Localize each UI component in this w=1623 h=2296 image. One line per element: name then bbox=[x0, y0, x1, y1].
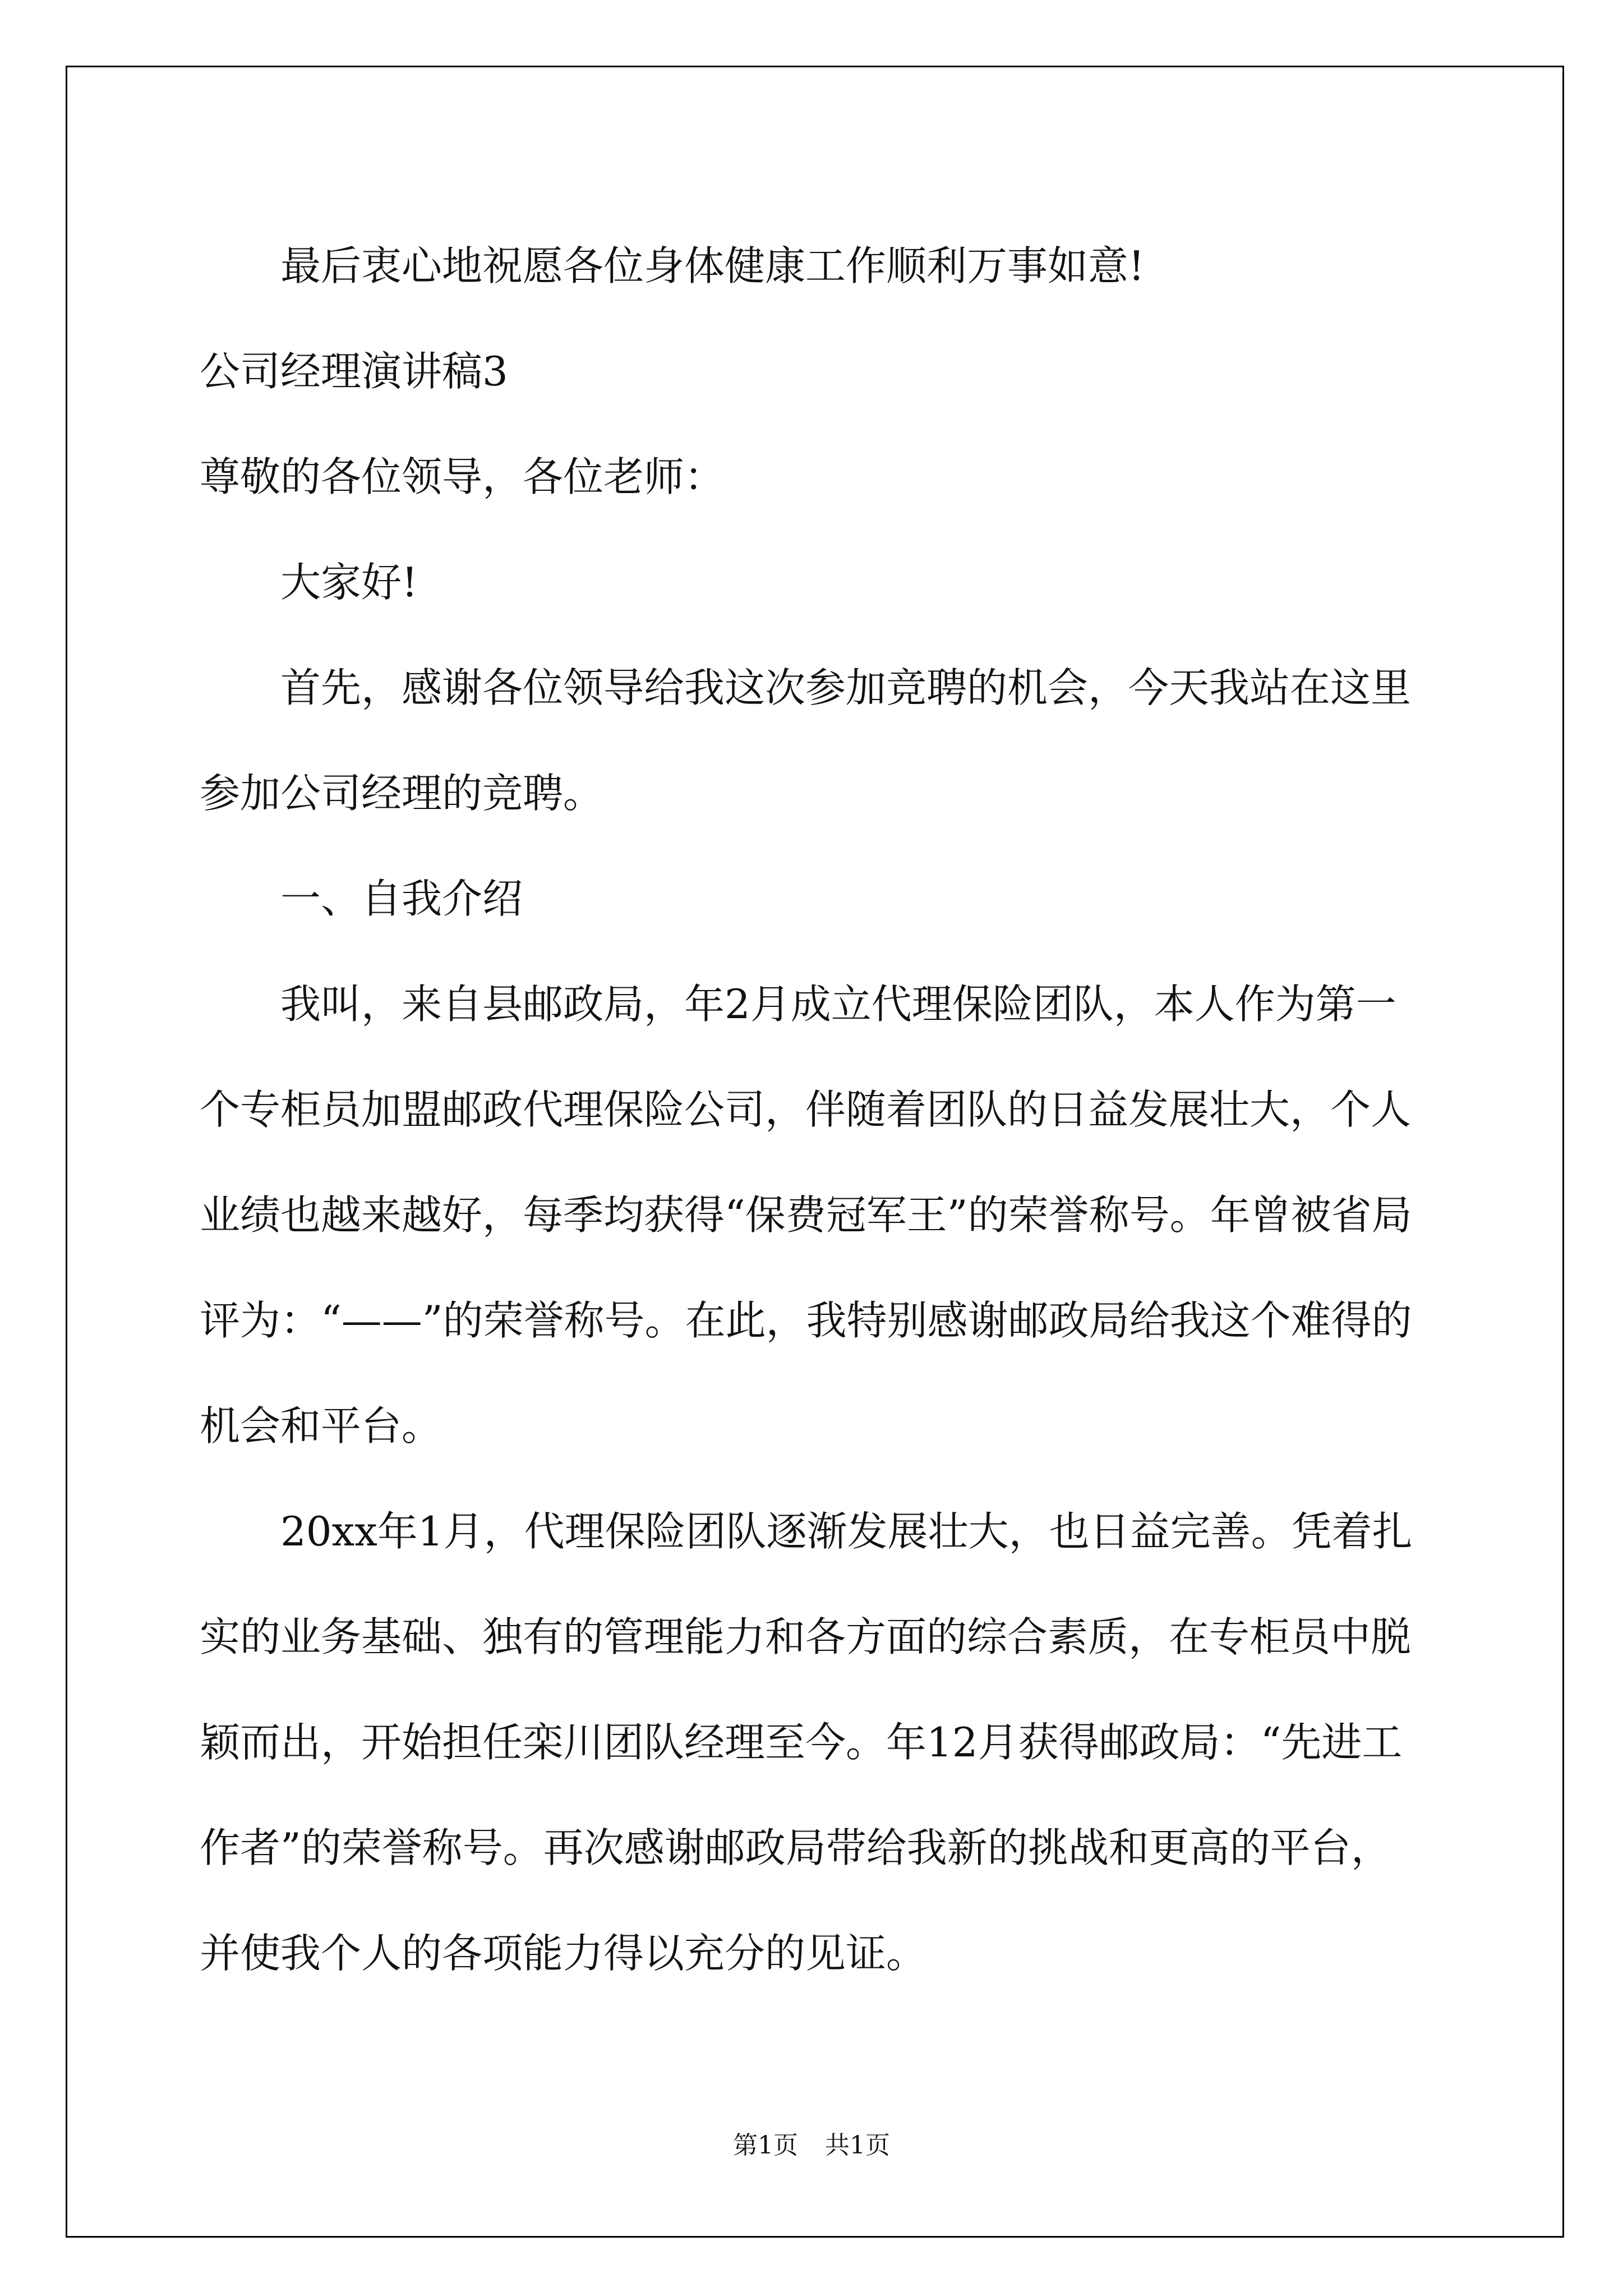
page-total: 共1页 bbox=[825, 2131, 890, 2160]
intro-paragraph: 我叫，来自县邮政局，年2月成立代理保险团队，本人作为第一个专柜员加盟邮政代理保险公司，伴随着团队的日益发展壮大，个人业绩也越来越好，每季均获得“保费冠军王”的荣誉称号。年曾被省局评为：“——”的荣誉称号。在此，我特别感谢邮政局给我这个难得的机会和平台。 bbox=[200, 981, 1412, 1450]
section-heading: 一、自我介绍 bbox=[280, 875, 523, 922]
greeting: 大家好! bbox=[280, 559, 418, 606]
opening-paragraph: 首先，感谢各位领导给我这次参加竞聘的机会，今天我站在这里参加公司经理的竞聘。 bbox=[200, 664, 1412, 817]
career-paragraph: 20xx年1月，代理保险团队逐渐发展壮大，也日益完善。凭着扎实的业务基础、独有的管理能力和各方面的综合素质，在专柜员中脱颖而出，开始担任栾川团队经理至今。年12月获得邮政局：“先进工作者”的荣誉称号。再次感谢邮政局带给我新的挑战和更高的平台，并使我个人的各项能力得以充分的见证。 bbox=[200, 1508, 1413, 1977]
page-number: 第1页 bbox=[733, 2131, 798, 2160]
page-footer bbox=[0, 2129, 1623, 2162]
document-body bbox=[200, 213, 1428, 2006]
salutation: 尊敬的各位领导，各位老师： bbox=[200, 453, 725, 500]
section-title: 公司经理演讲稿3 bbox=[200, 348, 508, 395]
closing-wish: 最后衷心地祝愿各位身体健康工作顺利万事如意! bbox=[280, 242, 1145, 289]
